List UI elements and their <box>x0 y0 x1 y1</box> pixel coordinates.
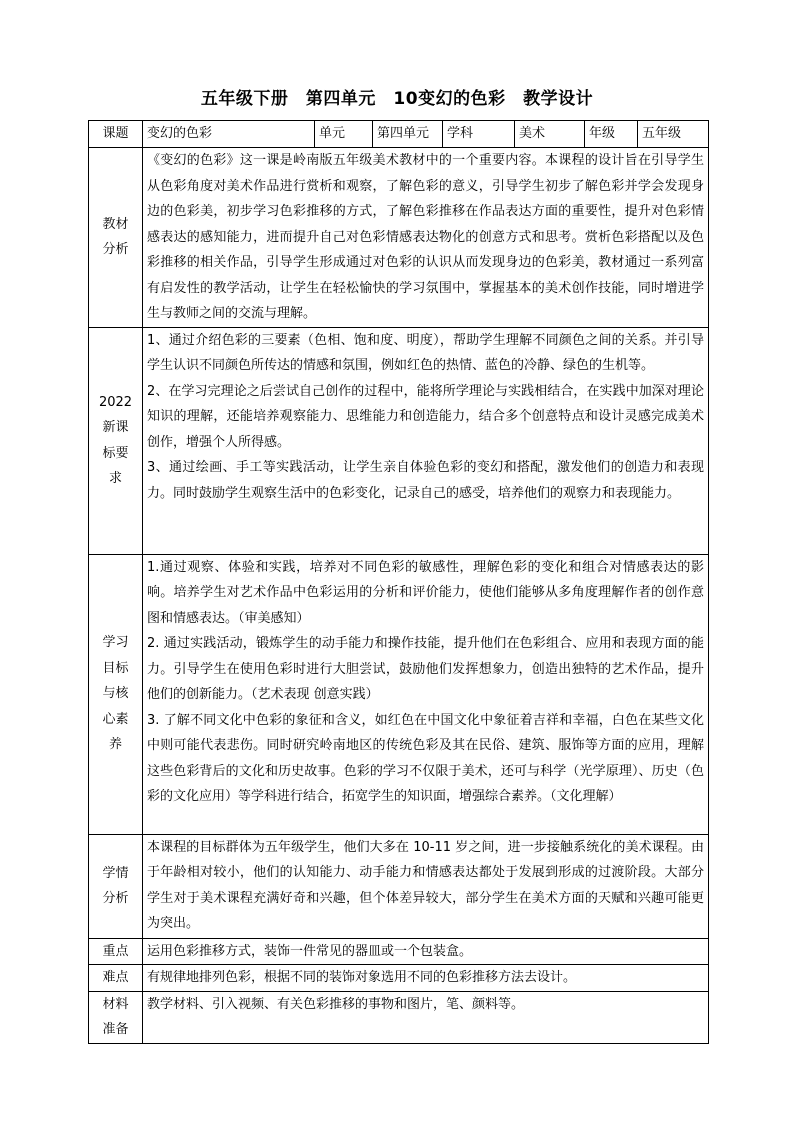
section-label: 材料 准备 <box>89 991 143 1043</box>
section-content <box>143 834 709 938</box>
paragraph: 3、通过绘画、手工等实践活动，让学生亲自体验色彩的变幻和搭配，激发他们的创造力和表现力。同时鼓励学生观察生活中的色彩变化，记录自己的感受，培养他们的观察力和表现能力。 <box>147 460 704 501</box>
section-label: 教材 分析 <box>89 148 143 328</box>
section-row-textbook-analysis <box>89 148 709 328</box>
paragraph: 本课程的目标群体为五年级学生，他们大多在 10-11 岁之间，进一步接触系统化的美术课程。由于年龄相对较小，他们的认知能力、动手能力和情感表达都处于发展到形成的过渡阶段。大部分学生对于美术课程充满好奇和兴趣，但个体差异较大，部分学生在美术方面的天赋和兴趣可能更为突出。 <box>147 839 704 931</box>
grade-label: 年级 <box>585 121 638 148</box>
section-content <box>143 148 709 328</box>
section-content <box>143 938 709 965</box>
paragraph: 1、通过介绍色彩的三要素（色相、饱和度、明度），帮助学生理解不同颜色之间的关系。并引导学生认识不同颜色所传达的情感和氛围，例如红色的热情、蓝色的冷静、绿色的生机等。 <box>147 332 704 373</box>
paragraph: 运用色彩推移方式，装饰一件常见的器皿或一个包装盒。 <box>147 943 473 959</box>
topic-label: 课题 <box>89 121 143 148</box>
paragraph: 有规律地排列色彩，根据不同的装饰对象选用不同的色彩推移方法去设计。 <box>147 970 577 985</box>
paragraph: 2、在学习完理论之后尝试自己创作的过程中，能将所学理论与实践相结合，在实践中加深对理论知识的理解，还能培养观察能力、思维能力和创造能力，结合多个创意特点和设计灵感完成美术创作，增强个人所得感。 <box>147 383 704 450</box>
paragraph: 3. 了解不同文化中色彩的象征和含义，如红色在中国文化中象征着吉祥和幸福，白色在某些文化中则可能代表悲伤。同时研究岭南地区的传统色彩及其在民俗、建筑、服饰等方面的应用，理解这些色彩背后的文化和历史故事。色彩的学习不仅限于美术，还可与科学（光学原理）、历史（色彩的文化应用）等学科进行结合，拓宽学生的知识面，增强综合素养。（文化理解） <box>147 712 704 804</box>
grade-value: 五年级 <box>638 121 709 148</box>
section-label: 2022 新课 标要 求 <box>89 327 143 554</box>
paragraph: 教学材料、引入视频、有关色彩推移的事物和图片，笔、颜料等。 <box>147 996 525 1012</box>
section-content <box>143 965 709 992</box>
section-row-key-points <box>89 938 709 965</box>
document-title: 五年级下册 第四单元 10变幻的色彩 教学设计 <box>200 89 594 109</box>
section-row-curriculum-standards <box>89 327 709 554</box>
section-content <box>143 991 709 1043</box>
topic-value: 变幻的色彩 <box>143 121 315 148</box>
section-content <box>143 554 709 834</box>
section-content <box>143 327 709 554</box>
subject-label: 学科 <box>443 121 515 148</box>
section-label: 学习 目标 与核 心素 养 <box>89 554 143 834</box>
unit-value: 第四单元 <box>373 121 443 148</box>
section-row-student-analysis <box>89 834 709 938</box>
paragraph: 1.通过观察、体验和实践，培养对不同色彩的敏感性，理解色彩的变化和组合对情感表达的影响。培养学生对艺术作品中色彩运用的分析和评价能力，使他们能够从多角度理解作者的创作意图和情感表达。（审美感知） <box>147 559 704 626</box>
section-label: 学情 分析 <box>89 834 143 938</box>
section-row-materials <box>89 991 709 1043</box>
section-row-learning-objectives <box>89 554 709 834</box>
section-label: 难点 <box>89 965 143 992</box>
unit-label: 单元 <box>315 121 373 148</box>
lesson-plan-table <box>88 120 709 1044</box>
section-row-difficulties <box>89 965 709 992</box>
subject-value: 美术 <box>515 121 585 148</box>
header-row <box>89 121 709 148</box>
paragraph: 2. 通过实践活动，锻炼学生的动手能力和操作技能，提升他们在色彩组合、应用和表现方面的能力。引导学生在使用色彩时进行大胆尝试，鼓励他们发挥想象力，创造出独特的艺术作品，提升他们的创新能力。（艺术表现 创意实践） <box>147 636 704 702</box>
paragraph: 《变幻的色彩》这一课是岭南版五年级美术教材中的一个重要内容。本课程的设计旨在引导学生从色彩角度对美术作品进行赏析和观察，了解色彩的意义，引导学生初步了解色彩并学会发现身边的色彩美，初步学习色彩推移的方式，了解色彩推移在作品表达方面的重要性，提升对色彩情感表达的感知能力，进而提升自己对色彩情感表达物化的创意方式和思考。赏析色彩搭配以及色彩推移的相关作品，引导学生形成通过对色彩的认识从而发现身边的色彩美，教材通过一系列富有启发性的教学活动，让学生在轻松愉快的学习氛围中，掌握基本的美术创作技能，同时增进学生与教师之间的交流与理解。 <box>147 153 704 321</box>
section-label: 重点 <box>89 938 143 965</box>
